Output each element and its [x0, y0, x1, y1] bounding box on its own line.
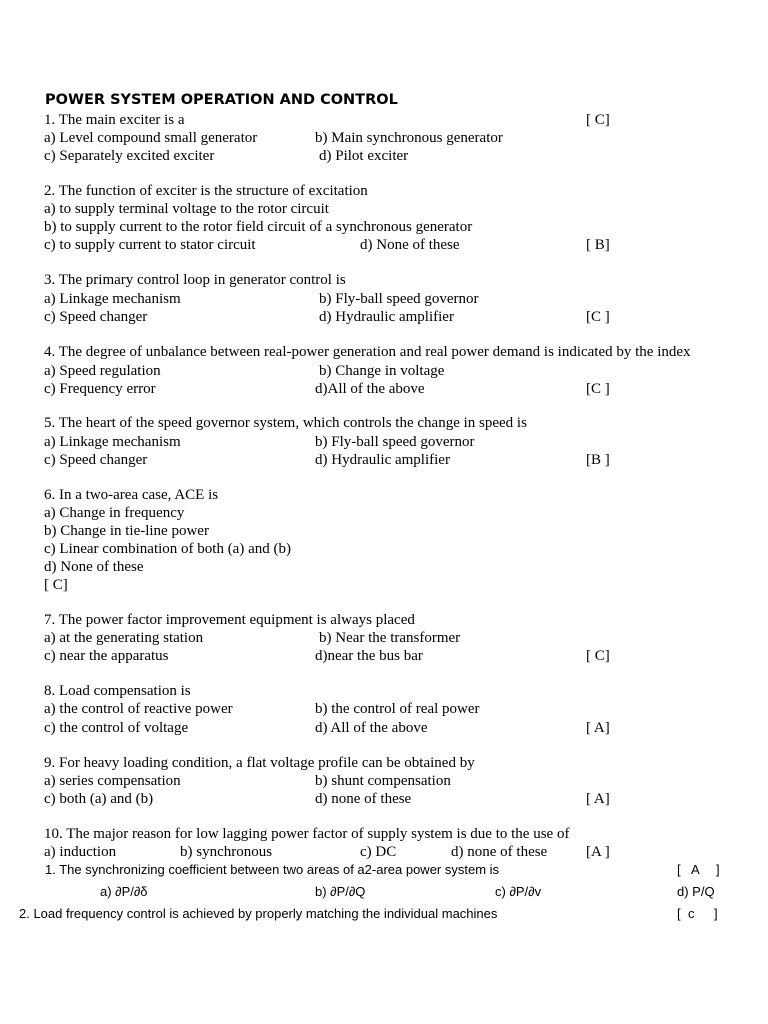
answer-key: [ C] [586, 112, 610, 128]
option-b: b) Main synchronous generator [315, 130, 503, 146]
option-b: b) synchronous [180, 844, 273, 860]
answer-key: [ C] [44, 577, 68, 593]
page-title: POWER SYSTEM OPERATION AND CONTROL [45, 92, 398, 108]
answer-bracket-open: [ [677, 862, 681, 877]
option-b: b) Near the transformer [319, 630, 461, 646]
question-text: 9. For heavy loading condition, a flat voltage profile can be obtained by [44, 755, 475, 771]
answer-key: [ B] [586, 237, 610, 253]
option-c: c) near the apparatus [44, 648, 169, 664]
option-a: a) induction [44, 844, 117, 860]
question-text: 6. In a two-area case, ACE is [44, 487, 219, 503]
option-c: c) both (a) and (b) [44, 791, 154, 807]
option-d: d) none of these [315, 791, 412, 807]
answer-bracket-close: ] [716, 862, 720, 877]
option-a: a) Speed regulation [44, 363, 161, 379]
option-c: c) Separately excited exciter [44, 148, 215, 164]
question-text: 8. Load compensation is [44, 683, 191, 699]
option-c: c) Speed changer [44, 309, 148, 325]
option-b: b) Fly-ball speed governor [319, 291, 479, 307]
option-a: a) ∂P/∂δ [100, 884, 148, 899]
option-a: a) the control of reactive power [44, 701, 233, 717]
question-text: 2. The function of exciter is the structure of excitation [44, 183, 368, 199]
option-a: a) at the generating station [44, 630, 204, 646]
answer-key: [B ] [586, 452, 610, 468]
option-c: c) DC [360, 844, 397, 860]
option-b: b) to supply current to the rotor field circuit of a synchronous generator [44, 219, 473, 235]
option-c: c) Speed changer [44, 452, 148, 468]
option-a: a) to supply terminal voltage to the rotor circuit [44, 201, 329, 217]
answer-key: [ A] [586, 791, 610, 807]
question-text: 1. The synchronizing coefficient between two areas of a2-area power system is [45, 862, 500, 877]
option-c: c) the control of voltage [44, 720, 189, 736]
option-a: a) Linkage mechanism [44, 291, 181, 307]
option-d: d) All of the above [315, 720, 428, 736]
option-a: a) Change in frequency [44, 505, 185, 521]
question-text: 1. The main exciter is a [44, 112, 185, 128]
option-b: b) ∂P/∂Q [315, 884, 366, 899]
option-b: b) Change in tie-line power [44, 523, 209, 539]
option-c: c) to supply current to stator circuit [44, 237, 256, 253]
question-text: 5. The heart of the speed governor system, which controls the change in speed is [44, 415, 527, 431]
question-text: 2. Load frequency control is achieved by properly matching the individual machines [19, 906, 498, 921]
option-a: a) Level compound small generator [44, 130, 258, 146]
option-d: d) Pilot exciter [319, 148, 409, 164]
answer-bracket-open: [ [677, 906, 681, 921]
question-text: 4. The degree of unbalance between real-power generation and real power demand is indicated by the index [44, 344, 691, 360]
answer-key: [ A] [586, 720, 610, 736]
option-d: d) P/Q [677, 884, 715, 899]
option-b: b) the control of real power [315, 701, 480, 717]
question-text: 7. The power factor improvement equipment is always placed [44, 612, 415, 628]
answer-key: [C ] [586, 381, 610, 397]
option-d: d) none of these [451, 844, 548, 860]
option-d: d) Hydraulic amplifier [315, 452, 450, 468]
option-d: d)All of the above [315, 381, 425, 397]
option-d: d) None of these [360, 237, 460, 253]
option-b: b) shunt compensation [315, 773, 451, 789]
answer-key: [C ] [586, 309, 610, 325]
option-d: d)near the bus bar [315, 648, 423, 664]
answer-key: [ C] [586, 648, 610, 664]
option-c: c) ∂P/∂v [495, 884, 542, 899]
option-b: b) Fly-ball speed governor [315, 434, 475, 450]
option-a: a) Linkage mechanism [44, 434, 181, 450]
answer-key: [A ] [586, 844, 610, 860]
question-text: 10. The major reason for low lagging power factor of supply system is due to the use of [44, 826, 570, 842]
answer-key: c [688, 906, 695, 921]
option-d: d) None of these [44, 559, 144, 575]
option-a: a) series compensation [44, 773, 181, 789]
option-d: d) Hydraulic amplifier [319, 309, 454, 325]
answer-bracket-close: ] [714, 906, 718, 921]
option-b: b) Change in voltage [319, 363, 445, 379]
option-c: c) Frequency error [44, 381, 156, 397]
answer-key: A [691, 862, 700, 877]
question-text: 3. The primary control loop in generator control is [44, 272, 346, 288]
option-c: c) Linear combination of both (a) and (b) [44, 541, 291, 557]
